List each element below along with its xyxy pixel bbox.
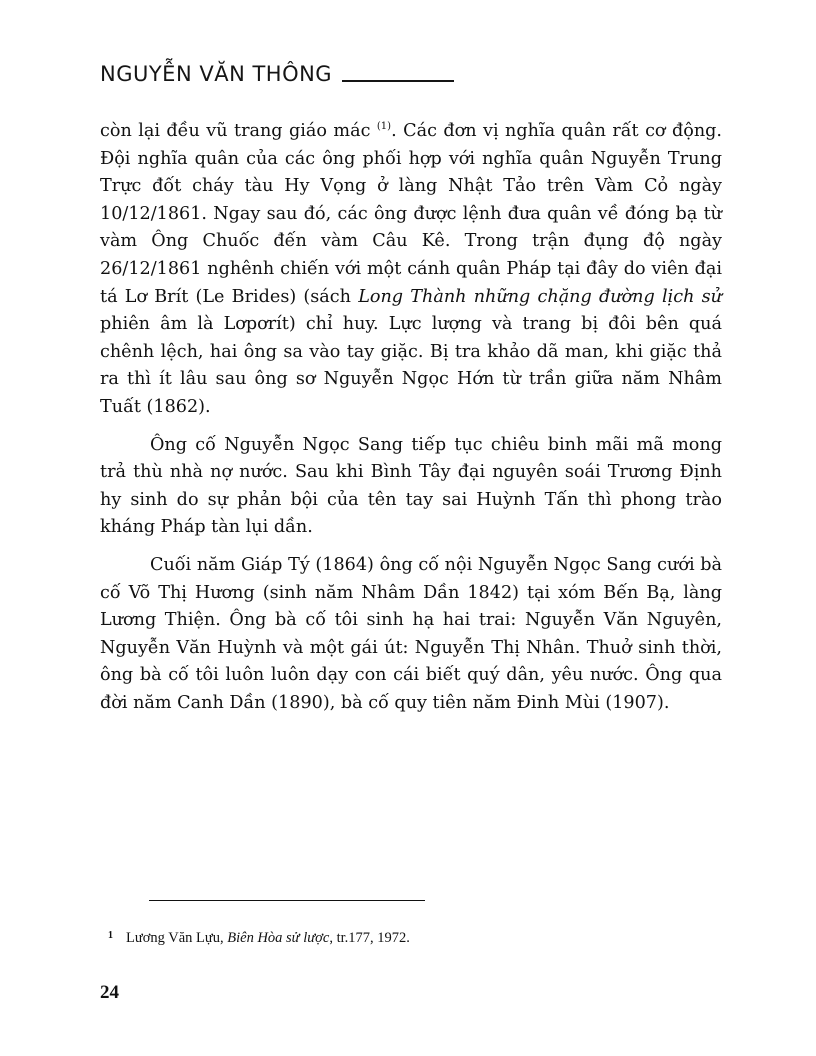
paragraph-3: Cuối năm Giáp Tý (1864) ông cố nội Nguyễn Ngọc Sang cưới bà cố Võ Thị Hương (sinh năm Nhâm Dần 1842) tại xóm Bến Bạ, làng Lương Thiện. Ông bà cố tôi sinh hạ hai trai: Nguyễn Văn Nguyên, Nguyễn Văn Huỳnh và một gái út: Nguyễn Thị Nhân. Thuở sinh thời, ông bà cố tôi luôn luôn dạy con cái biết quý dân, yêu nước. Ông qua đời năm Canh Dần (1890), bà cố quy tiên năm Đinh Mùi (1907). [100,554,722,713]
footnote-divider [149,900,425,901]
footnote-title: Biên Hòa sử lược [227,930,330,946]
paragraph-2: Ông cố Nguyễn Ngọc Sang tiếp tục chiêu binh mãi mã mong trả thù nhà nợ nước. Sau khi Bình Tây đại nguyên soái Trương Định hy sinh do sự phản bội của tên tay sai Huỳnh Tấn thì phong trào kháng Pháp tàn lụi dần. [100,434,722,538]
paragraph-1-text-b: . Các đơn vị nghĩa quân rất cơ động. Đội nghĩa quân của các ông phối hợp với nghĩa quân Nguyễn Trung Trực đốt cháy tàu Hy Vọng ở làng Nhật Tảo trên Vàm Cỏ ngày 10/12/1861. Ngay sau đó, các ông được lệnh đưa quân về đóng bạ từ vàm Ông Chuốc đến vàm Câu Kê. Trong trận đụng độ ngày 26/12/1861 nghênh chiến với một cánh quân Pháp tại đây do viên đại tá Lơ Brít (Le Brides) (sách [100,121,723,307]
footnote-reference: (1) [376,121,392,132]
paragraph-1-text-c: phiên âm là Lơpơrít) chỉ huy. Lực lượng và trang bị đôi bên quá chênh lệch, hai ông sa vào tay giặc. Bị tra khảo dã man, khi giặc thả ra thì ít lâu sau ông sơ Nguyễn Ngọc Hớn từ trần giữa năm Nhâm Tuất (1862). [100,314,722,417]
footnote-author: Lương Văn Lựu, [126,930,228,946]
body-text [100,118,722,727]
running-header [100,62,454,86]
header-rule [342,80,454,82]
footnote [108,930,410,947]
footnote-mark: 1 [108,930,113,941]
footnote-rest: , tr.177, 1972. [329,930,410,946]
paragraph-1 [100,118,722,422]
book-title-italic: Long Thành những chặng đường lịch sử [358,286,722,307]
paragraph-1-text-a: còn lại đều vũ trang giáo mác [100,121,377,141]
page-number: 24 [100,982,119,1003]
running-title: NGUYỄN VĂN THÔNG [100,62,333,86]
